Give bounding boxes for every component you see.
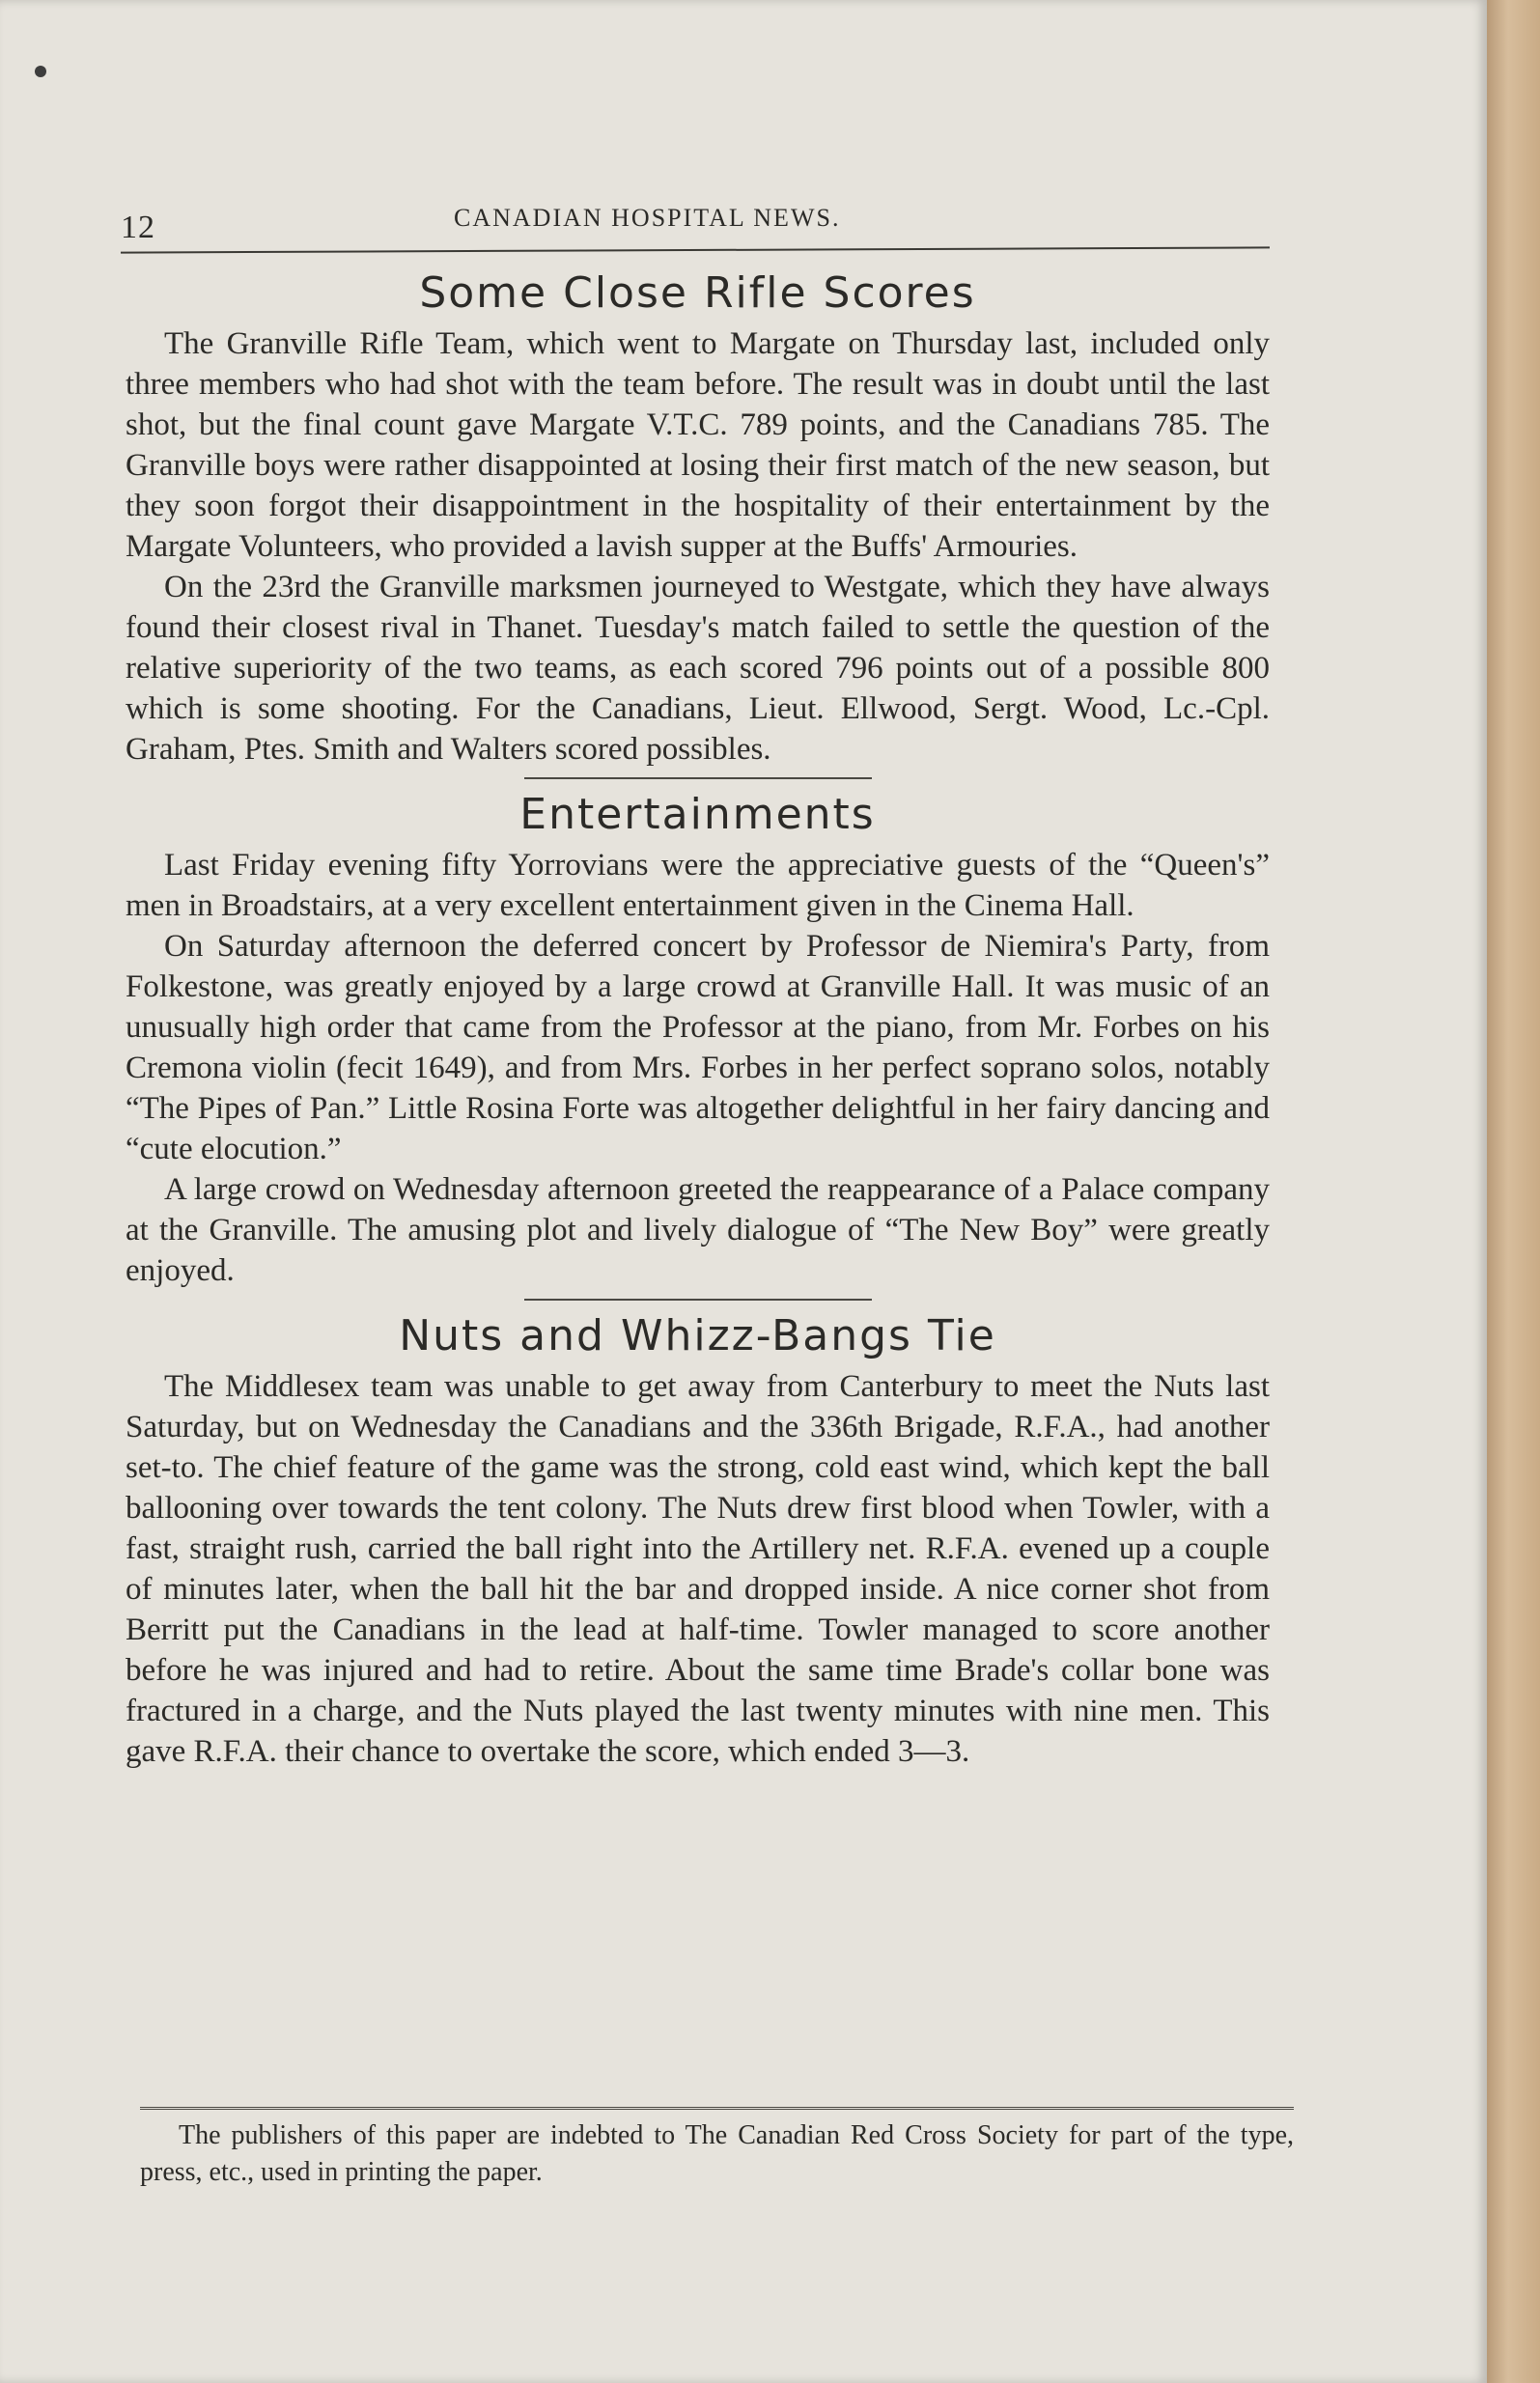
article-entertainments bbox=[126, 785, 1270, 1291]
ink-speck bbox=[35, 66, 46, 77]
article-title: Nuts and Whizz-Bangs Tie bbox=[399, 1311, 996, 1360]
article-paragraph: A large crowd on Wednesday afternoon greeted the reappearance of a Palace company at the Granville. The amusing plot and lively dialogue of “The New Boy” were greatly enjoyed. bbox=[126, 1172, 1270, 1288]
article-paragraph: Last Friday evening fifty Yorrovians were the appreciative guests of the “Queen's” men in Broadstairs, at a very excellent entertainment given in the Cinema Hall. bbox=[126, 848, 1270, 923]
article-rifle-scores bbox=[126, 264, 1270, 770]
page-edge bbox=[1487, 0, 1540, 2383]
article-title: Some Close Rifle Scores bbox=[419, 268, 976, 318]
article-paragraph: The Middlesex team was unable to get away from Canterbury to meet the Nuts last Saturday, but on Wednesday the Canadians and the 336th Brigade, R.F.A., had another set-to. The chief feature of the game was the strong, cold east wind, which kept the ball ballooning over towards the tent colony. The Nuts drew first blood when Towler, with a fast, straight rush, carried the ball right into the Artillery net. R.F.A. evened up a couple of minutes later, when the ball hit the bar and dropped inside. A nice corner shot from Berritt put the Canadians in the lead at half-time. Towler managed to score another before he was injured and had to retire. About the same time Brade's collar bone was fractured in a charge, and the Nuts played the last twenty minutes with nine men. This gave R.F.A. their chance to overtake the score, which ended 3—3. bbox=[126, 1369, 1270, 1769]
article-title: Entertainments bbox=[519, 790, 876, 839]
article-paragraph: On the 23rd the Granville marksmen journeyed to Westgate, which they have always found their closest rival in Thanet. Tuesday's match failed to settle the question of the relative superiority of the two teams, as each scored 796 points out of a possible 800 which is some shooting. For the Canadians, Lieut. Ellwood, Sergt. Wood, Lc.-Cpl. Graham, Ptes. Smith and Walters scored possibles. bbox=[126, 570, 1270, 767]
publisher-footnote: The publishers of this paper are indebted to The Canadian Red Cross Society for part of the type, press, etc., used in printing the paper. bbox=[140, 2120, 1294, 2187]
running-head: CANADIAN HOSPITAL NEWS. bbox=[454, 204, 841, 232]
article-paragraph: On Saturday afternoon the deferred concert by Professor de Niemira's Party, from Folkestone, was greatly enjoyed by a large crowd at Granville Hall. It was music of an unusually high order that came from the Professor at the piano, from Mr. Forbes on his Cremona violin (fecit 1649), and from Mrs. Forbes in her perfect soprano solos, notably “The Pipes of Pan.” Little Rosina Forte was altogether delightful in her fairy dancing and “cute elocution.” bbox=[126, 929, 1270, 1166]
section-divider bbox=[524, 1299, 872, 1301]
footer-rule bbox=[140, 2107, 1294, 2110]
main-content bbox=[126, 256, 1270, 1774]
page-number: 12 bbox=[121, 210, 155, 245]
article-paragraph: The Granville Rifle Team, which went to Margate on Thursday last, included only three members who had shot with the team before. The result was in doubt until the last shot, but the final count gave Margate V.T.C. 789 points, and the Canadians 785. The Granville boys were rather disappointed at losing their first match of the new season, but they soon forgot their disappointment in the hospitality of their entertainment by the Margate Volunteers, who provided a lavish supper at the Buffs' Armouries. bbox=[126, 326, 1270, 564]
article-nuts-whizz-bangs bbox=[126, 1306, 1270, 1772]
section-divider bbox=[524, 777, 872, 779]
